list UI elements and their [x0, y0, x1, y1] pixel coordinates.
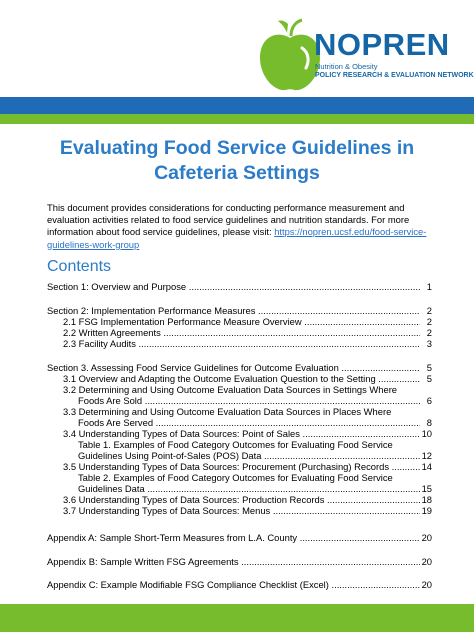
toc-entry[interactable]: [47, 362, 432, 373]
toc-entry[interactable]: [63, 327, 432, 338]
toc-title: Section 3. Assessing Food Service Guidelines for Outcome Evaluation .....: [47, 362, 420, 373]
toc-page: 19: [421, 505, 432, 516]
toc-page: 6: [420, 395, 432, 406]
toc-entry[interactable]: [63, 494, 432, 505]
toc-title: 2.1 FSG Implementation Performance Measure Overview .....: [63, 316, 420, 327]
toc-title: 3.2 Determining and Using Outcome Evaluation Data Sources in Settings Where: [63, 384, 398, 395]
toc-entry[interactable]: [63, 338, 432, 349]
toc-entry[interactable]: [63, 505, 432, 516]
toc-page: 2: [420, 327, 432, 338]
brand-subtitle: Nutrition & Obesity: [315, 62, 378, 71]
toc-title: Appendix B: Sample Written FSG Agreements .....: [47, 556, 420, 567]
toc-entry[interactable]: [47, 579, 432, 590]
toc-entry[interactable]: [47, 532, 432, 543]
brand-name: NOPREN: [314, 27, 450, 62]
toc-entry[interactable]: [63, 406, 432, 417]
footer-bar: [0, 604, 474, 632]
toc-entry[interactable]: [78, 417, 432, 428]
toc-page: 2: [420, 305, 432, 316]
title-line-1: Evaluating Food Service Guidelines in: [59, 137, 415, 159]
toc-page: 5: [420, 373, 432, 384]
toc-page: 20: [421, 579, 432, 590]
toc-entry[interactable]: [78, 450, 432, 461]
toc-entry[interactable]: [63, 373, 432, 384]
document-title: [20, 136, 454, 186]
brand-tagline: POLICY RESEARCH & EVALUATION NETWORK: [315, 72, 474, 79]
toc-entry[interactable]: [63, 316, 432, 327]
toc-title: Section 1: Overview and Purpose .....: [47, 281, 420, 292]
toc-entry[interactable]: [78, 439, 432, 450]
toc-title: Appendix C: Example Modifiable FSG Compliance Checklist (Excel) .....: [47, 579, 420, 590]
toc-page: 15: [421, 483, 432, 494]
toc-title: 3.1 Overview and Adapting the Outcome Evaluation Question to the Setting .....: [63, 373, 420, 384]
toc-title: 3.5 Understanding Types of Data Sources: Procurement (Purchasing) Records .....: [63, 461, 420, 472]
intro-text: This document provides considerations for conducting performance measurement and evaluation activities related to food service guidelines and nutrition standards. For more information about food service guidelines, please visit:: [47, 202, 410, 238]
toc-page: 1: [420, 281, 432, 292]
toc-page: 12: [421, 450, 432, 461]
header-band-blue: [0, 97, 474, 114]
toc-title: 3.3 Determining and Using Outcome Evaluation Data Sources in Places Where: [63, 406, 392, 417]
toc-entry[interactable]: [47, 556, 432, 567]
toc-entry[interactable]: [47, 305, 432, 316]
toc-title: 3.7 Understanding Types of Data Sources: Menus .....: [63, 505, 420, 516]
toc-title: 2.2 Written Agreements .....: [63, 327, 420, 338]
toc-title: Table 1. Examples of Food Category Outcomes for Evaluating Food Service: [78, 439, 393, 450]
apple-logo-icon: [258, 18, 322, 92]
toc-entry[interactable]: [63, 384, 432, 395]
toc-page: 3: [420, 338, 432, 349]
nopren-logo: [258, 18, 474, 98]
toc-page: 5: [420, 362, 432, 373]
toc-title: Foods Are Served .....: [78, 417, 420, 428]
toc-entry[interactable]: [78, 395, 432, 406]
toc-page: 2: [420, 316, 432, 327]
toc-title: Guidelines Using Point-of-Sales (POS) Data .....: [78, 450, 420, 461]
toc-page: 14: [421, 461, 432, 472]
toc-page: 10: [421, 428, 432, 439]
intro-paragraph: [47, 202, 437, 251]
contents-heading: Contents: [47, 258, 112, 275]
work-group-link[interactable]: https://nopren.ucsf.edu/food-service-guidelines-work-group: [47, 226, 427, 250]
toc-title: 3.6 Understanding Types of Data Sources: Production Records .....: [63, 494, 420, 505]
toc-entry[interactable]: [78, 472, 432, 483]
header-band-green: [0, 114, 474, 124]
toc-entry[interactable]: [63, 461, 432, 472]
toc-page: 20: [421, 532, 432, 543]
toc-page: 8: [420, 417, 432, 428]
toc-entry[interactable]: [47, 281, 432, 292]
toc-entry[interactable]: [63, 428, 432, 439]
toc-page: 20: [421, 556, 432, 567]
toc-title: Guidelines Data .....: [78, 483, 420, 494]
toc-page: 18: [421, 494, 432, 505]
title-line-2: Cafeteria Settings: [154, 162, 320, 184]
toc-title: 3.4 Understanding Types of Data Sources: Point of Sales .....: [63, 428, 420, 439]
toc-entry[interactable]: [78, 483, 432, 494]
toc-title: Table 2. Examples of Food Category Outcomes for Evaluating Food Service: [78, 472, 393, 483]
toc-title: Appendix A: Sample Short-Term Measures from L.A. County .....: [47, 532, 420, 543]
toc-title: Section 2: Implementation Performance Measures .....: [47, 305, 420, 316]
toc-title: Foods Are Sold .....: [78, 395, 420, 406]
toc-title: 2.3 Facility Audits .....: [63, 338, 420, 349]
